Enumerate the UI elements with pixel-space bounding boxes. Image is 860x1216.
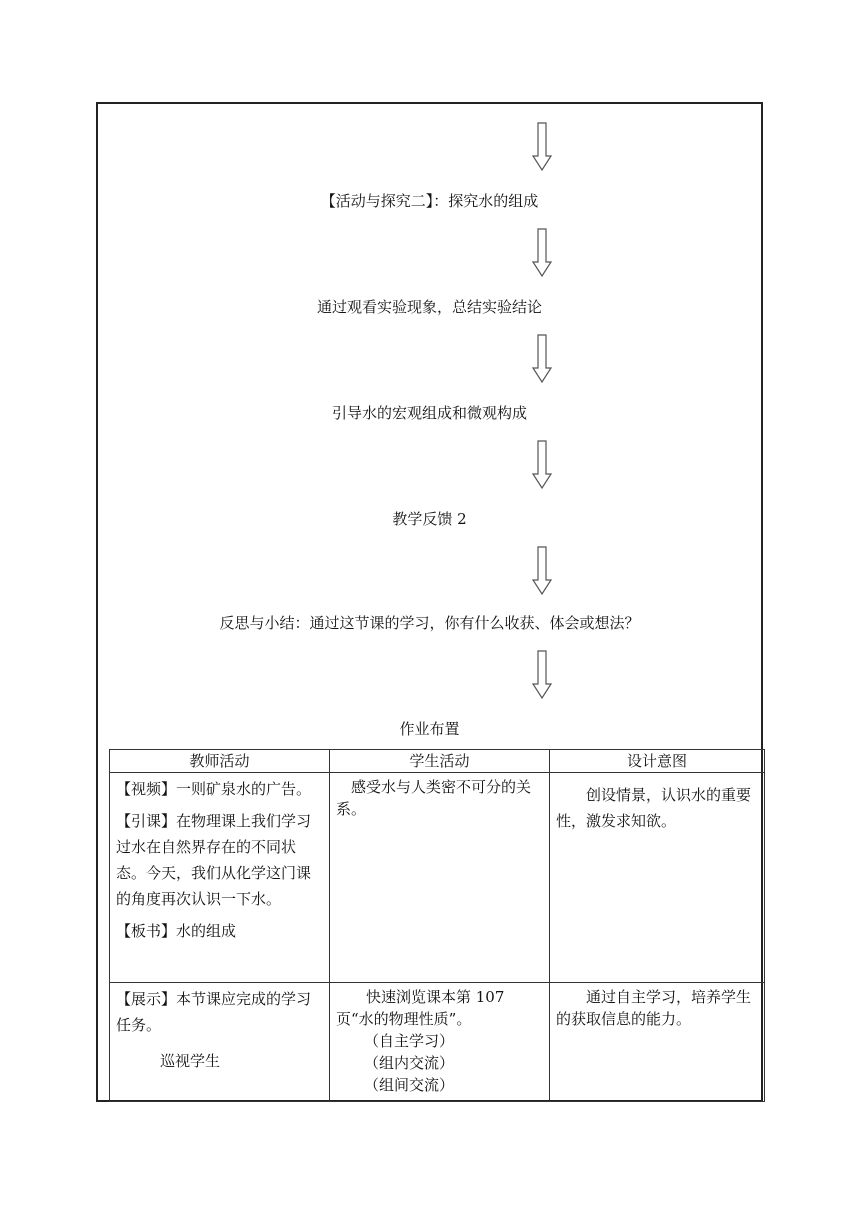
down-arrow-icon bbox=[531, 334, 553, 384]
down-arrow-icon bbox=[531, 122, 553, 172]
table-row bbox=[110, 773, 765, 983]
down-arrow-icon bbox=[531, 650, 553, 700]
flow-step-reflection: 反思与小结：通过这节课的学习，你有什么收获、体会或想法？ bbox=[219, 614, 640, 632]
student-text: （组内交流） bbox=[364, 1054, 455, 1072]
student-text: 快速浏览课本第 107 页“水的物理性质”。 bbox=[336, 988, 505, 1028]
teacher-text: 【展示】本节课应完成的学习任务。 bbox=[116, 990, 312, 1034]
teacher-activity-cell bbox=[110, 773, 330, 983]
design-intent-cell bbox=[550, 773, 765, 983]
lesson-plan-frame bbox=[96, 102, 763, 1102]
flow-step-guide: 引导水的宏观组成和微观构成 bbox=[331, 404, 527, 422]
intent-text: 创设情景，认识水的重要性，激发求知欲。 bbox=[556, 786, 752, 830]
flow-step-homework: 作业布置 bbox=[399, 720, 460, 738]
activity-table bbox=[109, 749, 765, 1102]
intent-text: 通过自主学习，培养学生的获取信息的能力。 bbox=[556, 988, 752, 1028]
header-student: 学生活动 bbox=[330, 750, 550, 773]
student-activity-cell bbox=[330, 983, 550, 1102]
student-text: 感受水与人类密不可分的关系。 bbox=[336, 778, 532, 818]
header-teacher: 教师活动 bbox=[110, 750, 330, 773]
student-text: （自主学习） bbox=[364, 1032, 455, 1050]
header-intent: 设计意图 bbox=[550, 750, 765, 773]
teacher-text: 巡视学生 bbox=[160, 1052, 221, 1070]
teacher-activity-cell bbox=[110, 983, 330, 1102]
table-header-row bbox=[110, 750, 765, 773]
teacher-text: 【引课】在物理课上我们学习过水在自然界存在的不同状态。今天，我们从化学这门课的角度再次认识一下水。 bbox=[116, 812, 312, 908]
teacher-text: 【板书】水的组成 bbox=[116, 922, 237, 940]
student-activity-cell bbox=[330, 773, 550, 983]
flow-step-observe: 通过观看实验现象，总结实验结论 bbox=[316, 298, 542, 316]
table-row bbox=[110, 983, 765, 1102]
flow-step-activity: 【活动与探究二】：探究水的组成 bbox=[320, 192, 539, 210]
down-arrow-icon bbox=[531, 546, 553, 596]
flow-step-feedback: 教学反馈 2 bbox=[392, 510, 467, 528]
design-intent-cell bbox=[550, 983, 765, 1102]
student-text: （组间交流） bbox=[364, 1076, 455, 1094]
down-arrow-icon bbox=[531, 440, 553, 490]
teacher-text: 【视频】一则矿泉水的广告。 bbox=[116, 780, 312, 798]
down-arrow-icon bbox=[531, 228, 553, 278]
